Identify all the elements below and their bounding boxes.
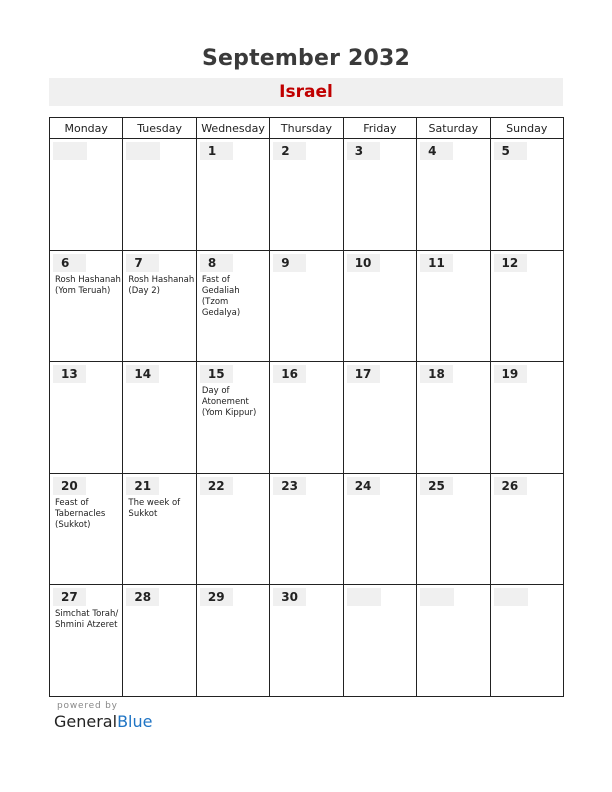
holiday-event: Day of Atonement (Yom Kippur): [201, 386, 257, 419]
day-number: 18: [420, 365, 453, 383]
weekday-header: Tuesday: [123, 118, 196, 139]
day-cell[interactable]: [123, 473, 196, 585]
day-cell[interactable]: [270, 250, 343, 362]
day-cell[interactable]: [123, 362, 196, 474]
week-row: [50, 585, 564, 697]
day-number: 29: [200, 588, 233, 606]
day-number: 8: [200, 254, 233, 272]
weekday-header: Thursday: [270, 118, 343, 139]
week-row: [50, 250, 564, 362]
day-number: 23: [273, 477, 306, 495]
holiday-event: The week of Sukkot: [128, 497, 181, 519]
day-cell[interactable]: [270, 362, 343, 474]
brand-logo[interactable]: [54, 712, 152, 731]
day-number: [53, 142, 87, 160]
day-number: 10: [347, 254, 380, 272]
weekday-header: Sunday: [490, 118, 563, 139]
day-cell[interactable]: [343, 585, 416, 697]
day-cell[interactable]: [490, 585, 563, 697]
weekday-header: Saturday: [417, 118, 490, 139]
day-cell[interactable]: [490, 139, 563, 251]
day-number: 12: [494, 254, 527, 272]
day-cell[interactable]: [50, 362, 123, 474]
day-number: 7: [126, 254, 159, 272]
holiday-event: Feast of Tabernacles (Sukkot): [55, 497, 106, 530]
day-cell[interactable]: [490, 362, 563, 474]
day-number: 9: [273, 254, 306, 272]
day-cell[interactable]: [417, 473, 490, 585]
week-row: [50, 362, 564, 474]
holiday-event: Rosh Hashanah (Day 2): [128, 274, 195, 296]
day-cell[interactable]: [196, 250, 269, 362]
day-cell[interactable]: [270, 473, 343, 585]
day-number: 14: [126, 365, 159, 383]
calendar-grid: [49, 117, 564, 697]
day-cell[interactable]: [490, 250, 563, 362]
day-cell[interactable]: [417, 250, 490, 362]
weekday-header: Friday: [343, 118, 416, 139]
page-title: September 2032: [201, 46, 411, 71]
day-cell[interactable]: [343, 473, 416, 585]
day-cell[interactable]: [123, 250, 196, 362]
day-cell[interactable]: [50, 585, 123, 697]
holiday-event: Simchat Torah/ Shmini Atzeret: [55, 609, 119, 631]
weekday-header: Wednesday: [196, 118, 269, 139]
weekday-header: Monday: [50, 118, 123, 139]
day-cell[interactable]: [123, 139, 196, 251]
day-number: 21: [126, 477, 159, 495]
day-cell[interactable]: [50, 250, 123, 362]
day-cell[interactable]: [343, 139, 416, 251]
day-number: 27: [53, 588, 86, 606]
country-label: Israel: [49, 78, 563, 106]
brand-general: General: [54, 712, 118, 731]
day-cell[interactable]: [50, 473, 123, 585]
day-cell[interactable]: [417, 139, 490, 251]
day-number: 4: [420, 142, 453, 160]
brand-blue: Blue: [117, 712, 153, 731]
day-cell[interactable]: [417, 585, 490, 697]
day-number: 25: [420, 477, 453, 495]
day-cell[interactable]: [417, 362, 490, 474]
day-number: 17: [347, 365, 380, 383]
day-number: [347, 588, 381, 606]
day-number: 3: [347, 142, 380, 160]
day-cell[interactable]: [490, 473, 563, 585]
day-number: 22: [200, 477, 233, 495]
week-row: [50, 473, 564, 585]
day-cell[interactable]: [50, 139, 123, 251]
day-number: [494, 588, 528, 606]
day-number: [420, 588, 454, 606]
day-number: 30: [273, 588, 306, 606]
day-number: 1: [200, 142, 233, 160]
day-number: [126, 142, 160, 160]
day-number: 28: [126, 588, 159, 606]
day-number: 24: [347, 477, 380, 495]
powered-by-label: powered by: [57, 701, 118, 711]
week-row: [50, 139, 564, 251]
day-number: 2: [273, 142, 306, 160]
day-number: 13: [53, 365, 86, 383]
day-number: 5: [494, 142, 527, 160]
day-number: 19: [494, 365, 527, 383]
day-cell[interactable]: [270, 139, 343, 251]
day-number: 6: [53, 254, 86, 272]
day-cell[interactable]: [196, 473, 269, 585]
day-cell[interactable]: [196, 585, 269, 697]
day-number: 26: [494, 477, 527, 495]
day-cell[interactable]: [343, 362, 416, 474]
day-cell[interactable]: [270, 585, 343, 697]
day-number: 15: [200, 365, 233, 383]
day-number: 20: [53, 477, 86, 495]
holiday-event: Fast of Gedaliah (Tzom Gedalya): [201, 274, 241, 318]
day-cell[interactable]: [196, 362, 269, 474]
holiday-event: Rosh Hashanah (Yom Teruah): [55, 274, 121, 296]
day-cell[interactable]: [196, 139, 269, 251]
day-cell[interactable]: [343, 250, 416, 362]
day-cell[interactable]: [123, 585, 196, 697]
weekday-header-row: [50, 118, 564, 139]
day-number: 16: [273, 365, 306, 383]
day-number: 11: [420, 254, 453, 272]
